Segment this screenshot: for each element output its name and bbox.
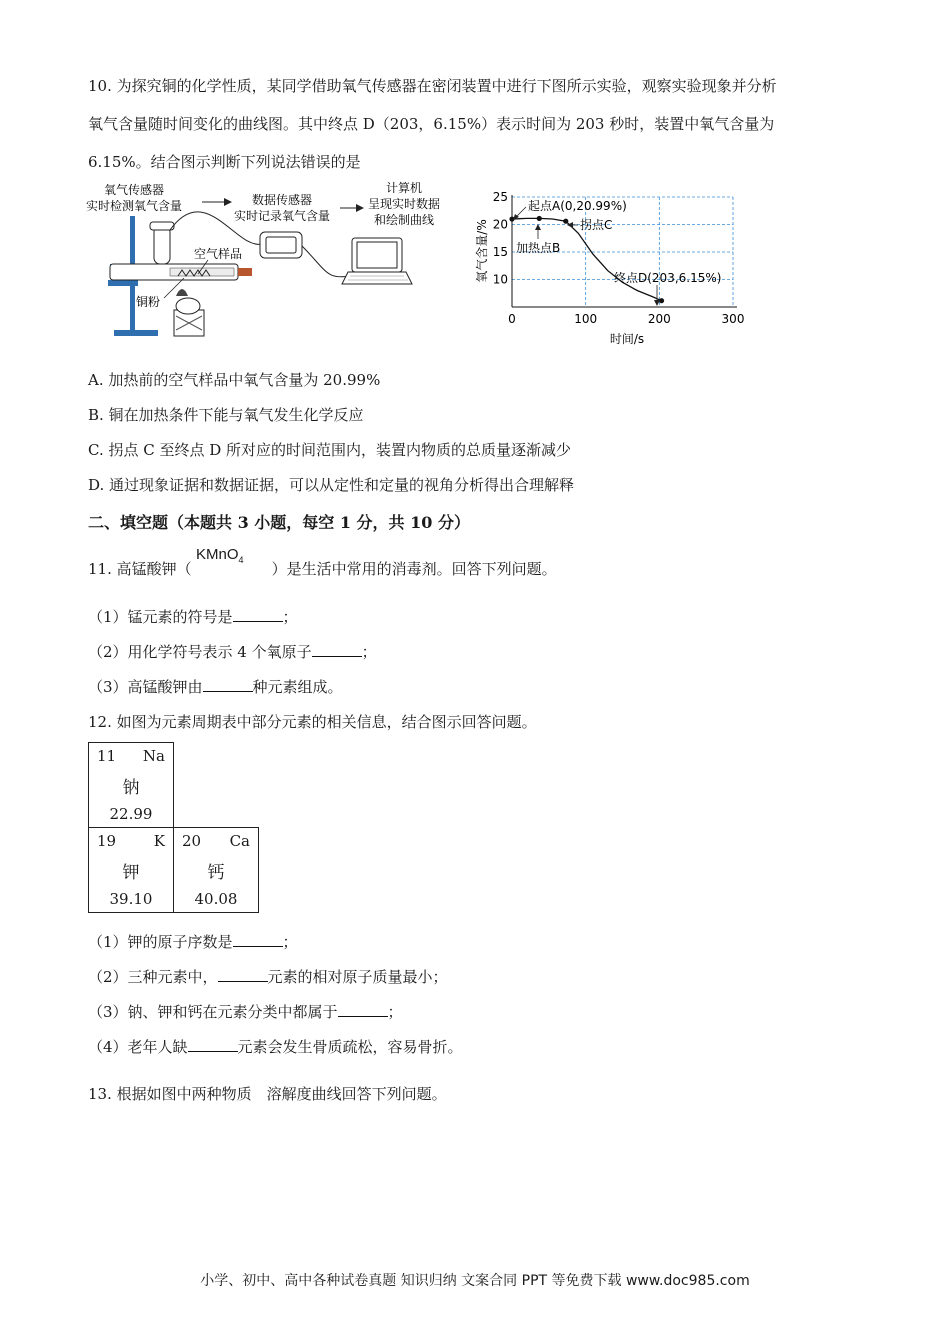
computer-label-2: 呈现实时数据 [367, 197, 441, 211]
option-b[interactable]: B. 铜在加热条件下能与氧气发生化学反应 [88, 406, 364, 424]
data-point [659, 298, 664, 303]
q10-line-1: 10. 为探究铜的化学性质，某同学借助氧气传感器在密闭装置中进行下图所示实验，观察实验现象并分析 [88, 77, 777, 95]
x-tick-label: 100 [574, 312, 598, 326]
copper-powder-label: 铜粉 [136, 295, 161, 309]
data-label-2: 实时记录氧气含量 [233, 209, 331, 223]
sensor-label-1: 氧气传感器 [103, 183, 165, 197]
blank-input[interactable] [312, 642, 362, 657]
data-label-1: 数据传感器 [251, 193, 313, 207]
data-point [563, 219, 568, 224]
y-tick-label: 10 [492, 272, 508, 287]
chart-ylabel: 氧气含量/% [475, 219, 489, 283]
computer-label-1: 计算机 [385, 181, 423, 195]
element-cell-ca: 20 Ca 钙 40.08 [173, 827, 259, 913]
air-sample-label: 空气样品 [193, 247, 243, 261]
x-tick-label: 300 [721, 312, 745, 326]
element-cell-na: 11 Na 钠 22.99 [88, 742, 174, 828]
q11-line [88, 559, 557, 579]
computer-label-3: 和绘制曲线 [373, 213, 435, 227]
blank-input[interactable] [203, 677, 253, 692]
sensor-label-2: 实时检测氧气含量 [86, 199, 183, 213]
blank-input[interactable] [338, 1002, 388, 1017]
q11-sub-1: （1）锰元素的符号是 ； [88, 608, 298, 626]
annotation-a: 起点A(0,20.99%) [528, 199, 627, 213]
kmno4-formula [196, 546, 244, 565]
blank-input[interactable] [188, 1037, 238, 1052]
x-tick-label: 0 [508, 312, 516, 326]
blank-input[interactable] [218, 967, 268, 982]
q12-sub-4: （4）老年人缺 元素会发生骨质疏松，容易骨折。 [88, 1038, 463, 1056]
q11-sub-3: （3）高锰酸钾由 种元素组成。 [88, 678, 343, 696]
oxygen-content-chart [470, 185, 755, 350]
annotation-c: 拐点C [580, 218, 613, 232]
x-tick-label: 200 [647, 312, 671, 326]
annotation-d: 终点D(203,6.15%) [614, 271, 722, 285]
element-cell-k: 19 K 钾 39.10 [88, 827, 174, 913]
q11-pre: 11. 高锰酸钾（ [88, 560, 192, 578]
apparatus-diagram [86, 180, 456, 345]
q10-line-3: 6.15%。结合图示判断下列说法错误的是 [88, 153, 361, 171]
data-point [537, 216, 542, 221]
y-tick-label: 15 [492, 245, 508, 259]
q12-line: 12. 如图为元素周期表中部分元素的相关信息，结合图示回答问题。 [88, 713, 537, 731]
blank-input[interactable] [233, 932, 283, 947]
chart-xlabel: 时间/s [609, 332, 645, 346]
formula-sub: 4 [238, 555, 244, 565]
q13-line: 13. 根据如图中两种物质 溶解度曲线回答下列问题。 [88, 1085, 447, 1103]
option-a[interactable]: A. 加热前的空气样品中氧气含量为 20.99% [88, 371, 381, 389]
section2-heading: 二、填空题（本题共 3 小题，每空 1 分，共 10 分） [88, 513, 470, 532]
q12-sub-2: （2）三种元素中， 元素的相对原子质量最小； [88, 968, 448, 986]
q11-post: ）是生活中常用的消毒剂。回答下列问题。 [271, 560, 557, 578]
blank-input[interactable] [233, 607, 283, 622]
q12-sub-1: （1）钾的原子序数是 ； [88, 933, 298, 951]
option-c[interactable]: C. 拐点 C 至终点 D 所对应的时间范围内，装置内物质的总质量逐渐减少 [88, 441, 572, 459]
y-tick-label: 20 [492, 217, 508, 232]
y-tick-label: 25 [492, 190, 508, 204]
option-d[interactable]: D. 通过现象证据和数据证据，可以从定性和定量的视角分析得出合理解释 [88, 476, 575, 494]
q12-sub-3: （3）钠、钾和钙在元素分类中都属于 ； [88, 1003, 403, 1021]
annotation-b: 加热点B [516, 241, 561, 255]
q10-line-2: 氧气含量随时间变化的曲线图。其中终点 D（203，6.15%）表示时间为 203 秒时，装置中氧气含量为 [88, 115, 775, 133]
page-footer: 小学、初中、高中各种试卷真题 知识归纳 文案合同 PPT 等免费下载 www.doc985.com [200, 1273, 750, 1289]
q11-sub-2: （2）用化学符号表示 4 个氧原子 ； [88, 643, 377, 661]
formula-main: KMnO [196, 546, 239, 563]
